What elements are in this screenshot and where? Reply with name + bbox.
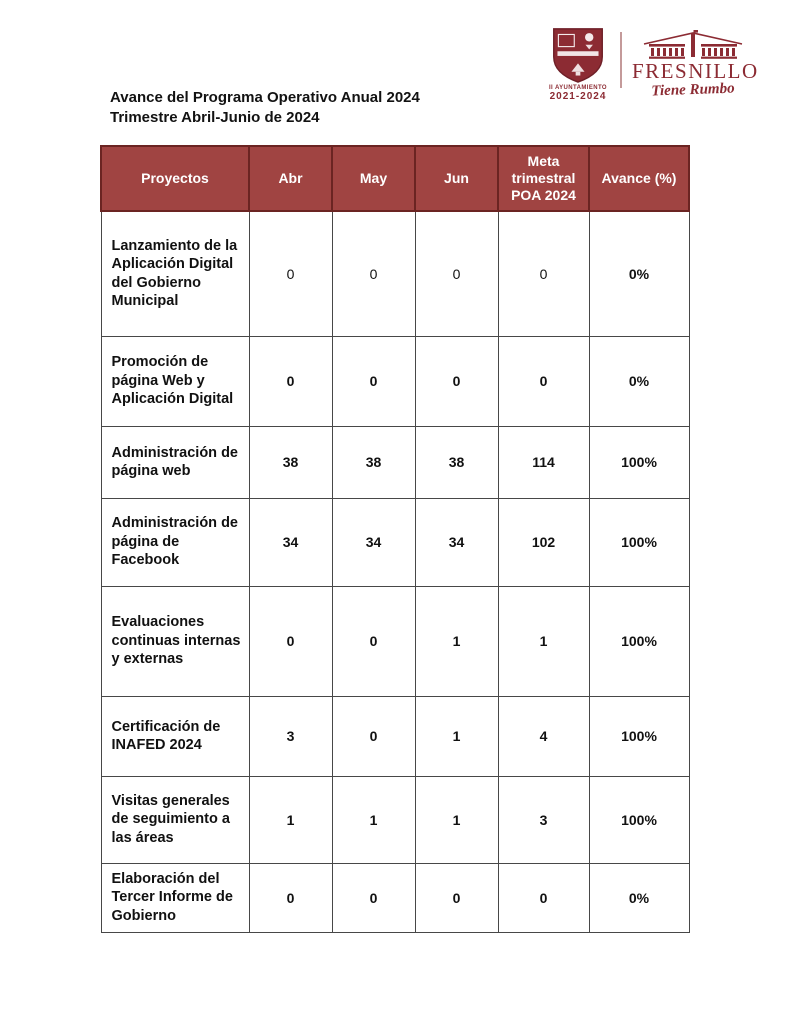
value-may: 0 [332, 696, 415, 776]
value-avance: 0% [589, 863, 689, 932]
crest-years: 2021-2024 [549, 91, 607, 102]
fresnillo-logo [546, 26, 759, 102]
value-may: 0 [332, 863, 415, 932]
value-avance: 100% [589, 498, 689, 586]
value-avance: 0% [589, 211, 689, 336]
value-meta: 0 [498, 211, 589, 336]
value-abr: 38 [249, 426, 332, 498]
title-line-2: Trimestre Abril-Junio de 2024 [110, 108, 320, 126]
table-row [101, 863, 689, 932]
poa-progress-table [100, 145, 690, 933]
value-may: 0 [332, 336, 415, 426]
project-cell: Visitas generales de seguimiento a las áreas [101, 776, 249, 863]
project-cell: Lanzamiento de la Aplicación Digital del Gobierno Municipal [101, 211, 249, 336]
value-meta: 102 [498, 498, 589, 586]
value-meta: 3 [498, 776, 589, 863]
value-meta: 1 [498, 586, 589, 696]
header-proyectos: Proyectos [101, 146, 249, 211]
project-cell: Evaluaciones continuas internas y externas [101, 586, 249, 696]
header-abr: Abr [249, 146, 332, 211]
project-cell: Elaboración del Tercer Informe de Gobierno [101, 863, 249, 932]
value-meta: 0 [498, 336, 589, 426]
value-jun: 0 [415, 336, 498, 426]
value-avance: 100% [589, 776, 689, 863]
page-title [110, 88, 420, 127]
value-jun: 1 [415, 586, 498, 696]
logo-divider [620, 32, 622, 88]
table-row [101, 211, 689, 336]
value-jun: 0 [415, 863, 498, 932]
value-abr: 3 [249, 696, 332, 776]
tiene-rumbo-tagline: Tiene Rumbo [651, 80, 735, 99]
ayuntamiento-crest [546, 26, 610, 102]
project-cell: Promoción de página Web y Aplicación Digital [101, 336, 249, 426]
value-abr: 1 [249, 776, 332, 863]
palace-building-icon [641, 30, 745, 60]
fresnillo-wordmark: FRESNILLO [632, 58, 759, 83]
value-abr: 0 [249, 211, 332, 336]
value-meta: 114 [498, 426, 589, 498]
table-row [101, 696, 689, 776]
value-may: 0 [332, 211, 415, 336]
value-jun: 38 [415, 426, 498, 498]
project-cell: Administración de página de Facebook [101, 498, 249, 586]
value-jun: 1 [415, 776, 498, 863]
value-avance: 100% [589, 426, 689, 498]
crest-shield-icon [550, 26, 606, 84]
value-jun: 34 [415, 498, 498, 586]
table-row [101, 498, 689, 586]
header-may: May [332, 146, 415, 211]
value-may: 34 [332, 498, 415, 586]
logo-wordmark-block [632, 30, 759, 99]
header-avance: Avance (%) [589, 146, 689, 211]
value-meta: 4 [498, 696, 589, 776]
header-meta-trimestral: Meta trimestral POA 2024 [498, 146, 589, 211]
value-jun: 1 [415, 696, 498, 776]
table-row [101, 426, 689, 498]
value-abr: 0 [249, 586, 332, 696]
header-jun: Jun [415, 146, 498, 211]
value-avance: 0% [589, 336, 689, 426]
value-avance: 100% [589, 696, 689, 776]
project-cell: Administración de página web [101, 426, 249, 498]
value-jun: 0 [415, 211, 498, 336]
crest-caption: II AYUNTAMIENTO [548, 85, 607, 91]
value-may: 38 [332, 426, 415, 498]
value-may: 1 [332, 776, 415, 863]
value-avance: 100% [589, 586, 689, 696]
table-header-row [101, 146, 689, 211]
title-line-1: Avance del Programa Operativo Anual 2024 [110, 89, 420, 106]
table-row [101, 586, 689, 696]
value-may: 0 [332, 586, 415, 696]
value-abr: 34 [249, 498, 332, 586]
table-row [101, 336, 689, 426]
table-row [101, 776, 689, 863]
value-abr: 0 [249, 863, 332, 932]
project-cell: Certificación de INAFED 2024 [101, 696, 249, 776]
value-meta: 0 [498, 863, 589, 932]
value-abr: 0 [249, 336, 332, 426]
